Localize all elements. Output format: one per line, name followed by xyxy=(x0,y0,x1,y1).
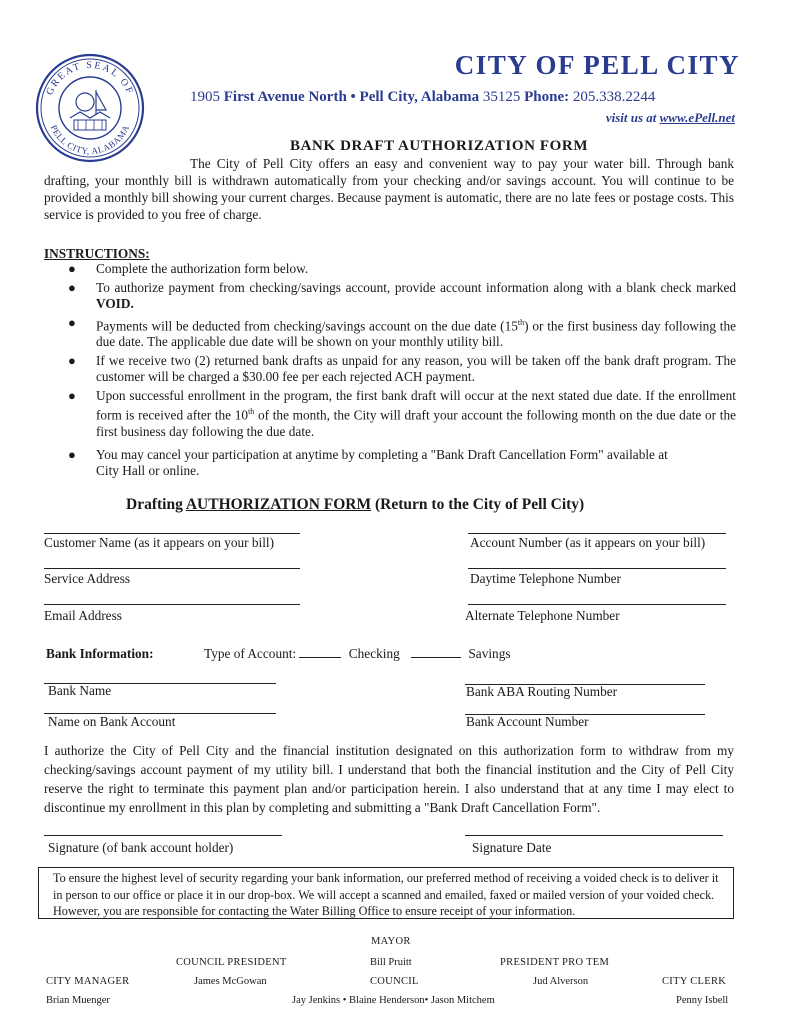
daytime-phone-field[interactable] xyxy=(468,568,726,569)
address-zip: 35125 xyxy=(482,89,521,105)
president-pro-tem-title: PRESIDENT PRO TEM xyxy=(500,957,610,968)
form-title: BANK DRAFT AUTHORIZATION FORM xyxy=(290,138,589,154)
bullet-icon: ● xyxy=(68,352,76,368)
alternate-phone-label: Alternate Telephone Number xyxy=(465,608,620,623)
auth-title-underlined: AUTHORIZATION FORM xyxy=(185,496,372,513)
bullet-icon: ● xyxy=(68,387,76,403)
bullet-icon: ● xyxy=(68,314,76,330)
instruction-sup: th xyxy=(248,407,255,417)
signature-date-field[interactable] xyxy=(465,835,723,836)
council-title: COUNCIL xyxy=(370,976,419,987)
customer-name-label: Customer Name (as it appears on your bill) xyxy=(44,535,275,550)
checking-label: Checking xyxy=(348,646,400,661)
authorization-statement: I authorize the City of Pell City and the financial institution designated on this authorization form to withdraw from my checking/savings account payment of my utility bill. I understand that both the financial institution and the City of Pell City reserve the right to terminate this payment plan and/or participation herein. I also understand that at any time I may elect to discontinue my enrollment in this plan by completing and submitting a "Bank Draft Cancellation Form". xyxy=(44,743,734,815)
visit-line xyxy=(540,110,735,126)
account-number-field[interactable] xyxy=(468,533,726,534)
instruction-text: Upon successful enrollment in the program, the first bank draft will occur at the next stated due date. If the enrollment form is received after the 10 xyxy=(96,387,736,423)
list-item xyxy=(44,388,736,441)
council-names: Jay Jenkins • Blaine Henderson• Jason Mitchem xyxy=(292,995,495,1006)
type-of-account-label: Type of Account: xyxy=(204,646,297,661)
list-item xyxy=(44,447,736,480)
email-field[interactable] xyxy=(44,604,300,605)
instruction-text: You may cancel your participation at anytime by completing a "Bank Draft Cancellation Form" available at City Hall or online. xyxy=(96,446,668,479)
routing-number-label: Bank ABA Routing Number xyxy=(466,684,618,699)
name-on-account-label: Name on Bank Account xyxy=(48,714,176,729)
instructions-heading: INSTRUCTIONS: xyxy=(44,246,150,261)
list-item xyxy=(44,315,736,351)
mayor-title: MAYOR xyxy=(371,936,411,947)
website-link[interactable]: www.ePell.net xyxy=(659,110,735,125)
signature-field[interactable] xyxy=(44,835,282,836)
intro-paragraph xyxy=(44,155,734,223)
bullet-icon: ● xyxy=(68,279,76,295)
city-manager-name: Brian Muenger xyxy=(46,995,110,1006)
phone-label: Phone: xyxy=(524,89,570,105)
instruction-bold: VOID. xyxy=(96,296,134,311)
bank-information-label: Bank Information: xyxy=(46,646,154,661)
city-clerk-title: CITY CLERK xyxy=(662,976,727,987)
visit-text: visit us at xyxy=(605,110,657,125)
instructions-list xyxy=(44,261,736,482)
security-notice-box xyxy=(38,867,734,919)
savings-blank[interactable] xyxy=(411,657,461,658)
instruction-text: Payments will be deducted from checking/savings account on the due date (15 xyxy=(96,317,518,333)
city-manager-title: CITY MANAGER xyxy=(46,976,130,987)
service-address-field[interactable] xyxy=(44,568,300,569)
phone-number: 205.338.2244 xyxy=(572,89,656,105)
address-line xyxy=(190,89,655,106)
city-seal-logo xyxy=(34,52,146,164)
instruction-sup: th xyxy=(517,317,525,327)
alternate-phone-field[interactable] xyxy=(468,604,726,605)
checking-blank[interactable] xyxy=(299,657,341,658)
address-street: First Avenue North • Pell City, Alabama xyxy=(223,89,480,105)
savings-label: Savings xyxy=(468,646,511,661)
email-label: Email Address xyxy=(44,608,122,623)
president-pro-tem-name: Jud Alverson xyxy=(533,976,589,987)
city-title: CITY OF PELL CITY xyxy=(454,50,740,80)
instruction-text: If we receive two (2) returned bank drafts as unpaid for any reason, you will be taken off the bank draft program. The customer will be charged a $30.00 fee per each rejected ACH payment. xyxy=(96,352,736,385)
address-number: 1905 xyxy=(190,89,220,105)
daytime-phone-label: Daytime Telephone Number xyxy=(470,571,621,586)
instruction-text-post: ) or the first business day following the due date. The applicable due date will be shown on your monthly utility bill. xyxy=(96,317,737,350)
auth-title-post: (Return to the City of Pell City) xyxy=(371,496,585,513)
city-clerk-name: Penny Isbell xyxy=(676,995,729,1006)
bank-account-number-label: Bank Account Number xyxy=(466,714,589,729)
seal-text-top: GREAT SEAL OF xyxy=(44,59,136,97)
list-item xyxy=(44,261,736,278)
bullet-icon: ● xyxy=(68,261,76,276)
bank-name-label: Bank Name xyxy=(48,683,112,698)
council-president-name: James McGowan xyxy=(194,976,267,987)
service-address-label: Service Address xyxy=(44,571,131,586)
account-number-label: Account Number (as it appears on your bill) xyxy=(470,535,706,550)
customer-name-field[interactable] xyxy=(44,533,300,534)
security-notice-text: To ensure the highest level of security regarding your bank information, our preferred method of receiving a voided check is to deliver it in person to our office or place it in our drop-box. We will accept a scanned and emailed, faxed or mailed version of your voided check. However, you are responsible for contacting the Water Billing Office to ensure receipt of your information. xyxy=(53,871,719,918)
intro-text: The City of Pell City offers an easy and convenient way to pay your water bill. Through bank drafting, your monthly bill is withdrawn automatically from your checking and/or savings account. You will continue to be provided a monthly bill showing your current charges. Because payment is automatic, there are no late fees or postage costs. This service is provided to you free of charge. xyxy=(44,156,734,222)
seal-text-bottom: PELL CITY, ALABAMA xyxy=(48,123,132,157)
mayor-name: Bill Pruitt xyxy=(370,957,412,968)
bullet-icon: ● xyxy=(68,446,76,462)
council-president-title: COUNCIL PRESIDENT xyxy=(176,957,287,968)
instruction-text: To authorize payment from checking/savings account, provide account information along with a blank check marked xyxy=(96,279,736,295)
signature-label: Signature (of bank account holder) xyxy=(48,840,234,855)
authorization-form-title xyxy=(126,496,584,514)
list-item xyxy=(44,353,736,386)
instruction-text: Complete the authorization form below. xyxy=(96,261,309,276)
list-item xyxy=(44,280,736,313)
auth-title-pre: Drafting xyxy=(126,496,186,513)
signature-date-label: Signature Date xyxy=(472,840,552,855)
instruction-text-post: of the month, the City will draft your account the following month on the due date or the first business day following the due date. xyxy=(96,407,737,440)
account-type-row xyxy=(204,646,511,662)
